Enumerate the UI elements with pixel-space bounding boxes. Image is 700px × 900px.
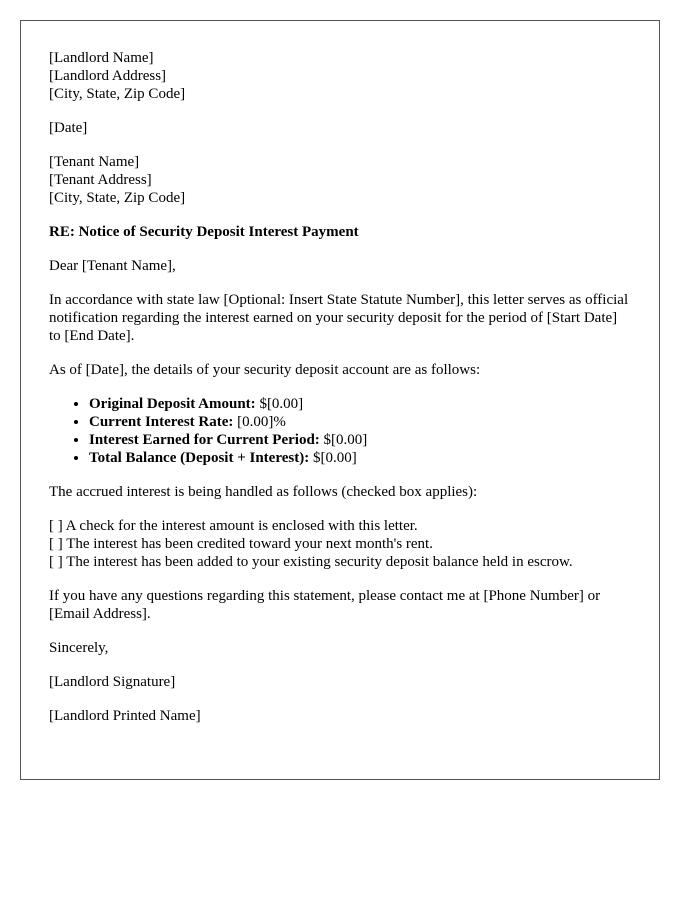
deposit-details-list — [49, 395, 631, 467]
landlord-address: [Landlord Address] — [49, 68, 167, 84]
detail-item-interest-rate — [89, 413, 631, 431]
detail-value: [0.00]% — [233, 414, 286, 430]
salutation: Dear [Tenant Name], — [49, 258, 176, 274]
tenant-city-line: [City, State, Zip Code] — [49, 190, 186, 206]
letter-document — [20, 20, 660, 780]
handling-options — [49, 517, 631, 571]
intro-paragraph: In accordance with state law [Optional: Insert State Statute Number], this letter serves as official notification regarding the interest earned on your security deposit for the period of [Start Date] to [End Date]. — [49, 292, 629, 344]
handling-intro: The accrued interest is being handled as follows (checked box applies): — [49, 484, 478, 500]
tenant-address: [Tenant Address] — [49, 172, 152, 188]
handling-option-check: [ ] A check for the interest amount is enclosed with this letter. — [49, 518, 418, 534]
detail-item-original-deposit — [89, 395, 631, 413]
detail-item-interest-earned — [89, 431, 631, 449]
detail-value: $[0.00] — [319, 432, 368, 448]
tenant-name: [Tenant Name] — [49, 154, 140, 170]
landlord-name: [Landlord Name] — [49, 50, 154, 66]
detail-value: $[0.00] — [255, 396, 304, 412]
handling-option-escrow: [ ] The interest has been added to your existing security deposit balance held in escrow. — [49, 554, 573, 570]
landlord-city-line: [City, State, Zip Code] — [49, 86, 186, 102]
letter-date: [Date] — [49, 120, 88, 136]
tenant-address-block — [49, 153, 631, 207]
subject-line: RE: Notice of Security Deposit Interest Payment — [49, 224, 359, 240]
closing: Sincerely, — [49, 640, 109, 656]
handling-option-credited: [ ] The interest has been credited toward your next month's rent. — [49, 536, 433, 552]
date-block — [49, 119, 631, 137]
detail-label: Total Balance (Deposit + Interest): — [89, 450, 310, 466]
landlord-address-block — [49, 49, 631, 103]
detail-value: $[0.00] — [309, 450, 357, 466]
detail-item-total-balance — [89, 449, 631, 467]
printed-name: [Landlord Printed Name] — [49, 708, 201, 724]
signature-placeholder: [Landlord Signature] — [49, 674, 176, 690]
details-intro: As of [Date], the details of your security deposit account are as follows: — [49, 362, 481, 378]
contact-paragraph: If you have any questions regarding this statement, please contact me at [Phone Number] or [Email Address]. — [49, 588, 601, 622]
detail-label: Interest Earned for Current Period: — [89, 432, 320, 448]
detail-label: Current Interest Rate: — [89, 414, 234, 430]
detail-label: Original Deposit Amount: — [89, 396, 256, 412]
